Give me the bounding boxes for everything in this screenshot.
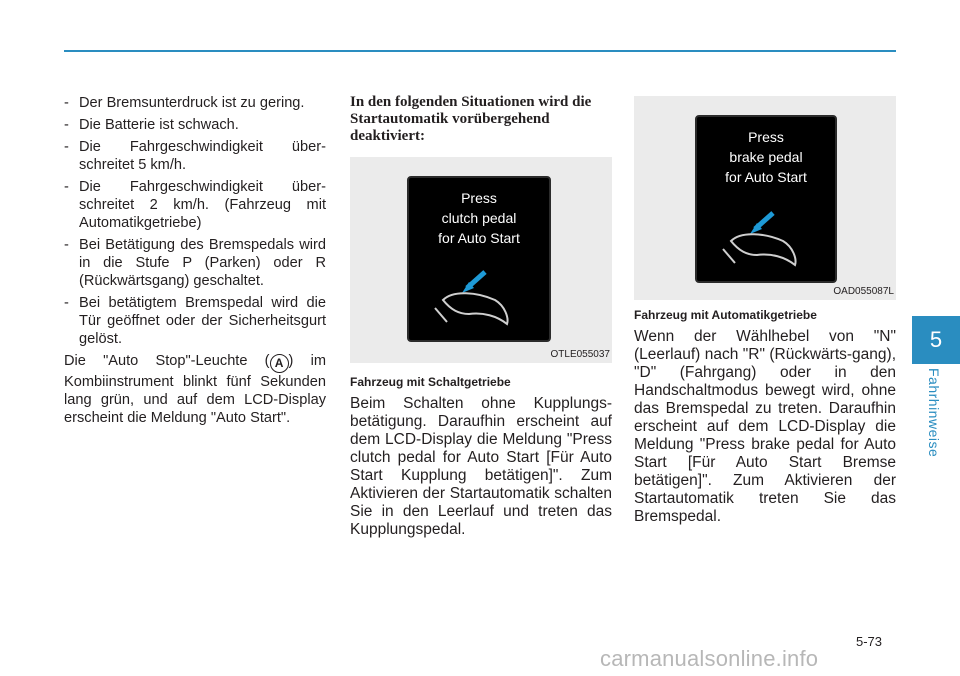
figure-caption: Fahrzeug mit Automatikgetriebe <box>634 308 817 322</box>
lcd-line: Press <box>748 129 784 145</box>
watermark: carmanualsonline.info <box>600 646 819 671</box>
figure-manual-transmission <box>350 157 612 363</box>
lcd-display <box>407 176 551 342</box>
column-right <box>634 96 896 526</box>
lcd-display <box>695 115 837 283</box>
list-item: - Die Fahrgeschwindigkeit über-schreitet 5 km/h. <box>64 138 326 174</box>
list-item: - Die Batterie ist schwach. <box>64 116 326 134</box>
figure-code: OAD055087L <box>833 286 894 297</box>
figure-code: OTLE055037 <box>550 349 610 360</box>
list-item: - Die Fahrgeschwindigkeit über-schreitet 2 km/h. (Fahrzeug mit Automatikgetriebe) <box>64 178 326 232</box>
list-item: - Bei Betätigung des Bremspedals wird in die Stufe P (Parken) oder R (Rückwärtsgang) geschaltet. <box>64 236 326 290</box>
lcd-line: clutch pedal <box>441 210 517 226</box>
chapter-name: Fahrhinweise <box>926 368 942 458</box>
page-number: 5-73 <box>856 634 883 649</box>
lcd-line: brake pedal <box>729 149 803 165</box>
column-left <box>64 94 326 427</box>
figure-automatic-transmission <box>634 96 896 300</box>
auto-stop-paragraph: Die "Auto Stop"-Leuchte ( A ) im Kombiinstrument blinkt fünf Sekunden lang grün, und auf dem LCD-Display erscheint die Meldung "Auto Start". <box>64 353 326 426</box>
chapter-number-tab: 5 <box>912 316 960 364</box>
auto-stop-indicator-icon: A <box>270 354 289 373</box>
list-item: - Der Bremsunterdruck ist zu gering. <box>64 94 326 112</box>
pedal-icon <box>717 207 807 269</box>
lcd-line: for Auto Start <box>725 169 807 185</box>
manual-text: Beim Schalten ohne Kupplungs-betätigung. Daraufhin erscheint auf dem LCD-Display die Meldung "Press clutch pedal for Auto Start [Für Auto Start Kupplung betätigen]". Zum Aktivieren der Startautomatik schalten Sie in den Leerlauf und treten das Kupplungspedal. <box>350 395 612 538</box>
automatic-text: Wenn der Wählhebel von "N" (Leerlauf) nach "R" (Rückwärts-gang), "D" (Fahrgang) oder in den Handschaltmodus bewegt wird, ohne das Bremspedal zu treten. Daraufhin erscheint auf dem LCD-Display die Meldung "Press brake pedal for Auto Start [Für Auto Start Bremse betätigen]". Zum Aktivieren der Startautomatik treten Sie das Bremspedal. <box>634 328 896 525</box>
list-item: - Bei betätigtem Bremspedal wird die Tür geöffnet oder der Sicherheitsgurt gelöst. <box>64 294 326 348</box>
section-heading: In den folgenden Situationen wird die Startautomatik vorübergehend deaktiviert: <box>350 94 592 144</box>
pedal-icon <box>429 266 519 328</box>
figure-caption: Fahrzeug mit Schaltgetriebe <box>350 375 511 389</box>
column-middle <box>350 94 612 539</box>
condition-list <box>64 94 326 348</box>
lcd-line: for Auto Start <box>438 230 520 246</box>
lcd-line: Press <box>461 190 497 206</box>
header-rule <box>64 50 896 52</box>
